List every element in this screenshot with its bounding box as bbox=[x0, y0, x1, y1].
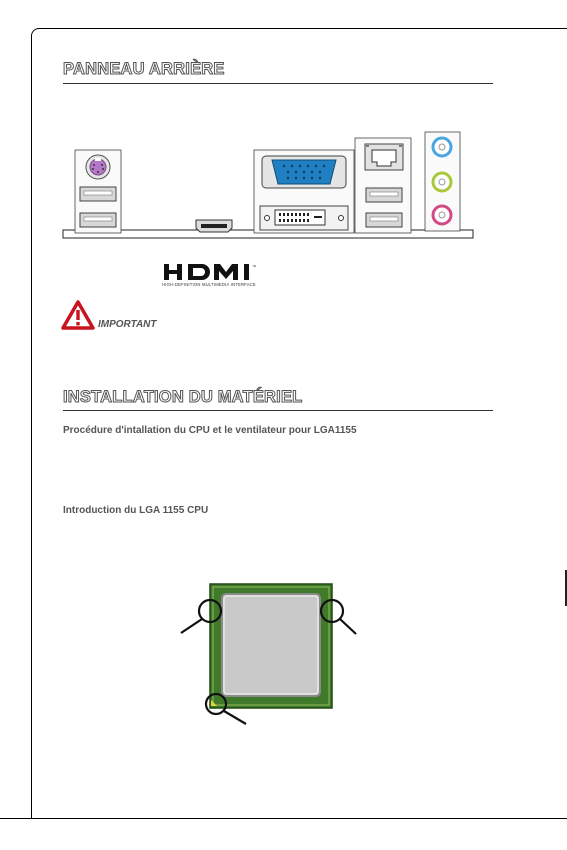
audio-jack-icon bbox=[433, 173, 451, 191]
hdmi-port-icon bbox=[196, 220, 232, 232]
lan-port-icon bbox=[365, 144, 403, 170]
audio-jack-block bbox=[425, 132, 460, 231]
dvi-port-icon bbox=[260, 206, 348, 230]
usb-port-icon bbox=[366, 213, 402, 227]
hdmi-tagline: HIGH-DEFINITION MULTIMEDIA INTERFACE bbox=[162, 282, 256, 287]
audio-jack-icon bbox=[433, 138, 451, 156]
usb-port-icon bbox=[80, 187, 116, 201]
rear-panel-diagram bbox=[62, 130, 474, 242]
subheading-cpu-install: Procédure d'intallation du CPU et le ventilateur pour LGA1155 bbox=[63, 425, 357, 436]
important-label: IMPORTANT bbox=[98, 319, 157, 330]
cpu-illustration bbox=[176, 578, 366, 728]
lan-usb-block bbox=[355, 138, 411, 233]
usb-port-icon bbox=[80, 213, 116, 227]
ps2-usb-block bbox=[75, 150, 121, 233]
hdmi-trademark: ™ bbox=[252, 264, 256, 269]
warning-icon bbox=[61, 300, 95, 330]
vga-port-icon bbox=[262, 156, 346, 188]
subheading-lga1155-intro: Introduction du LGA 1155 CPU bbox=[63, 505, 209, 516]
usb-port-icon bbox=[366, 188, 402, 202]
vga-dvi-block bbox=[254, 150, 354, 233]
section-rule bbox=[63, 410, 493, 411]
section-title-hardware-install: INSTALLATION DU MATÉRIEL bbox=[63, 388, 303, 406]
section-title-rear-panel: PANNEAU ARRIÈRE bbox=[63, 60, 225, 78]
page-bottom-rule bbox=[0, 818, 567, 819]
ps2-port-icon bbox=[86, 155, 110, 179]
section-rule bbox=[63, 83, 493, 84]
audio-jack-icon bbox=[433, 206, 451, 224]
